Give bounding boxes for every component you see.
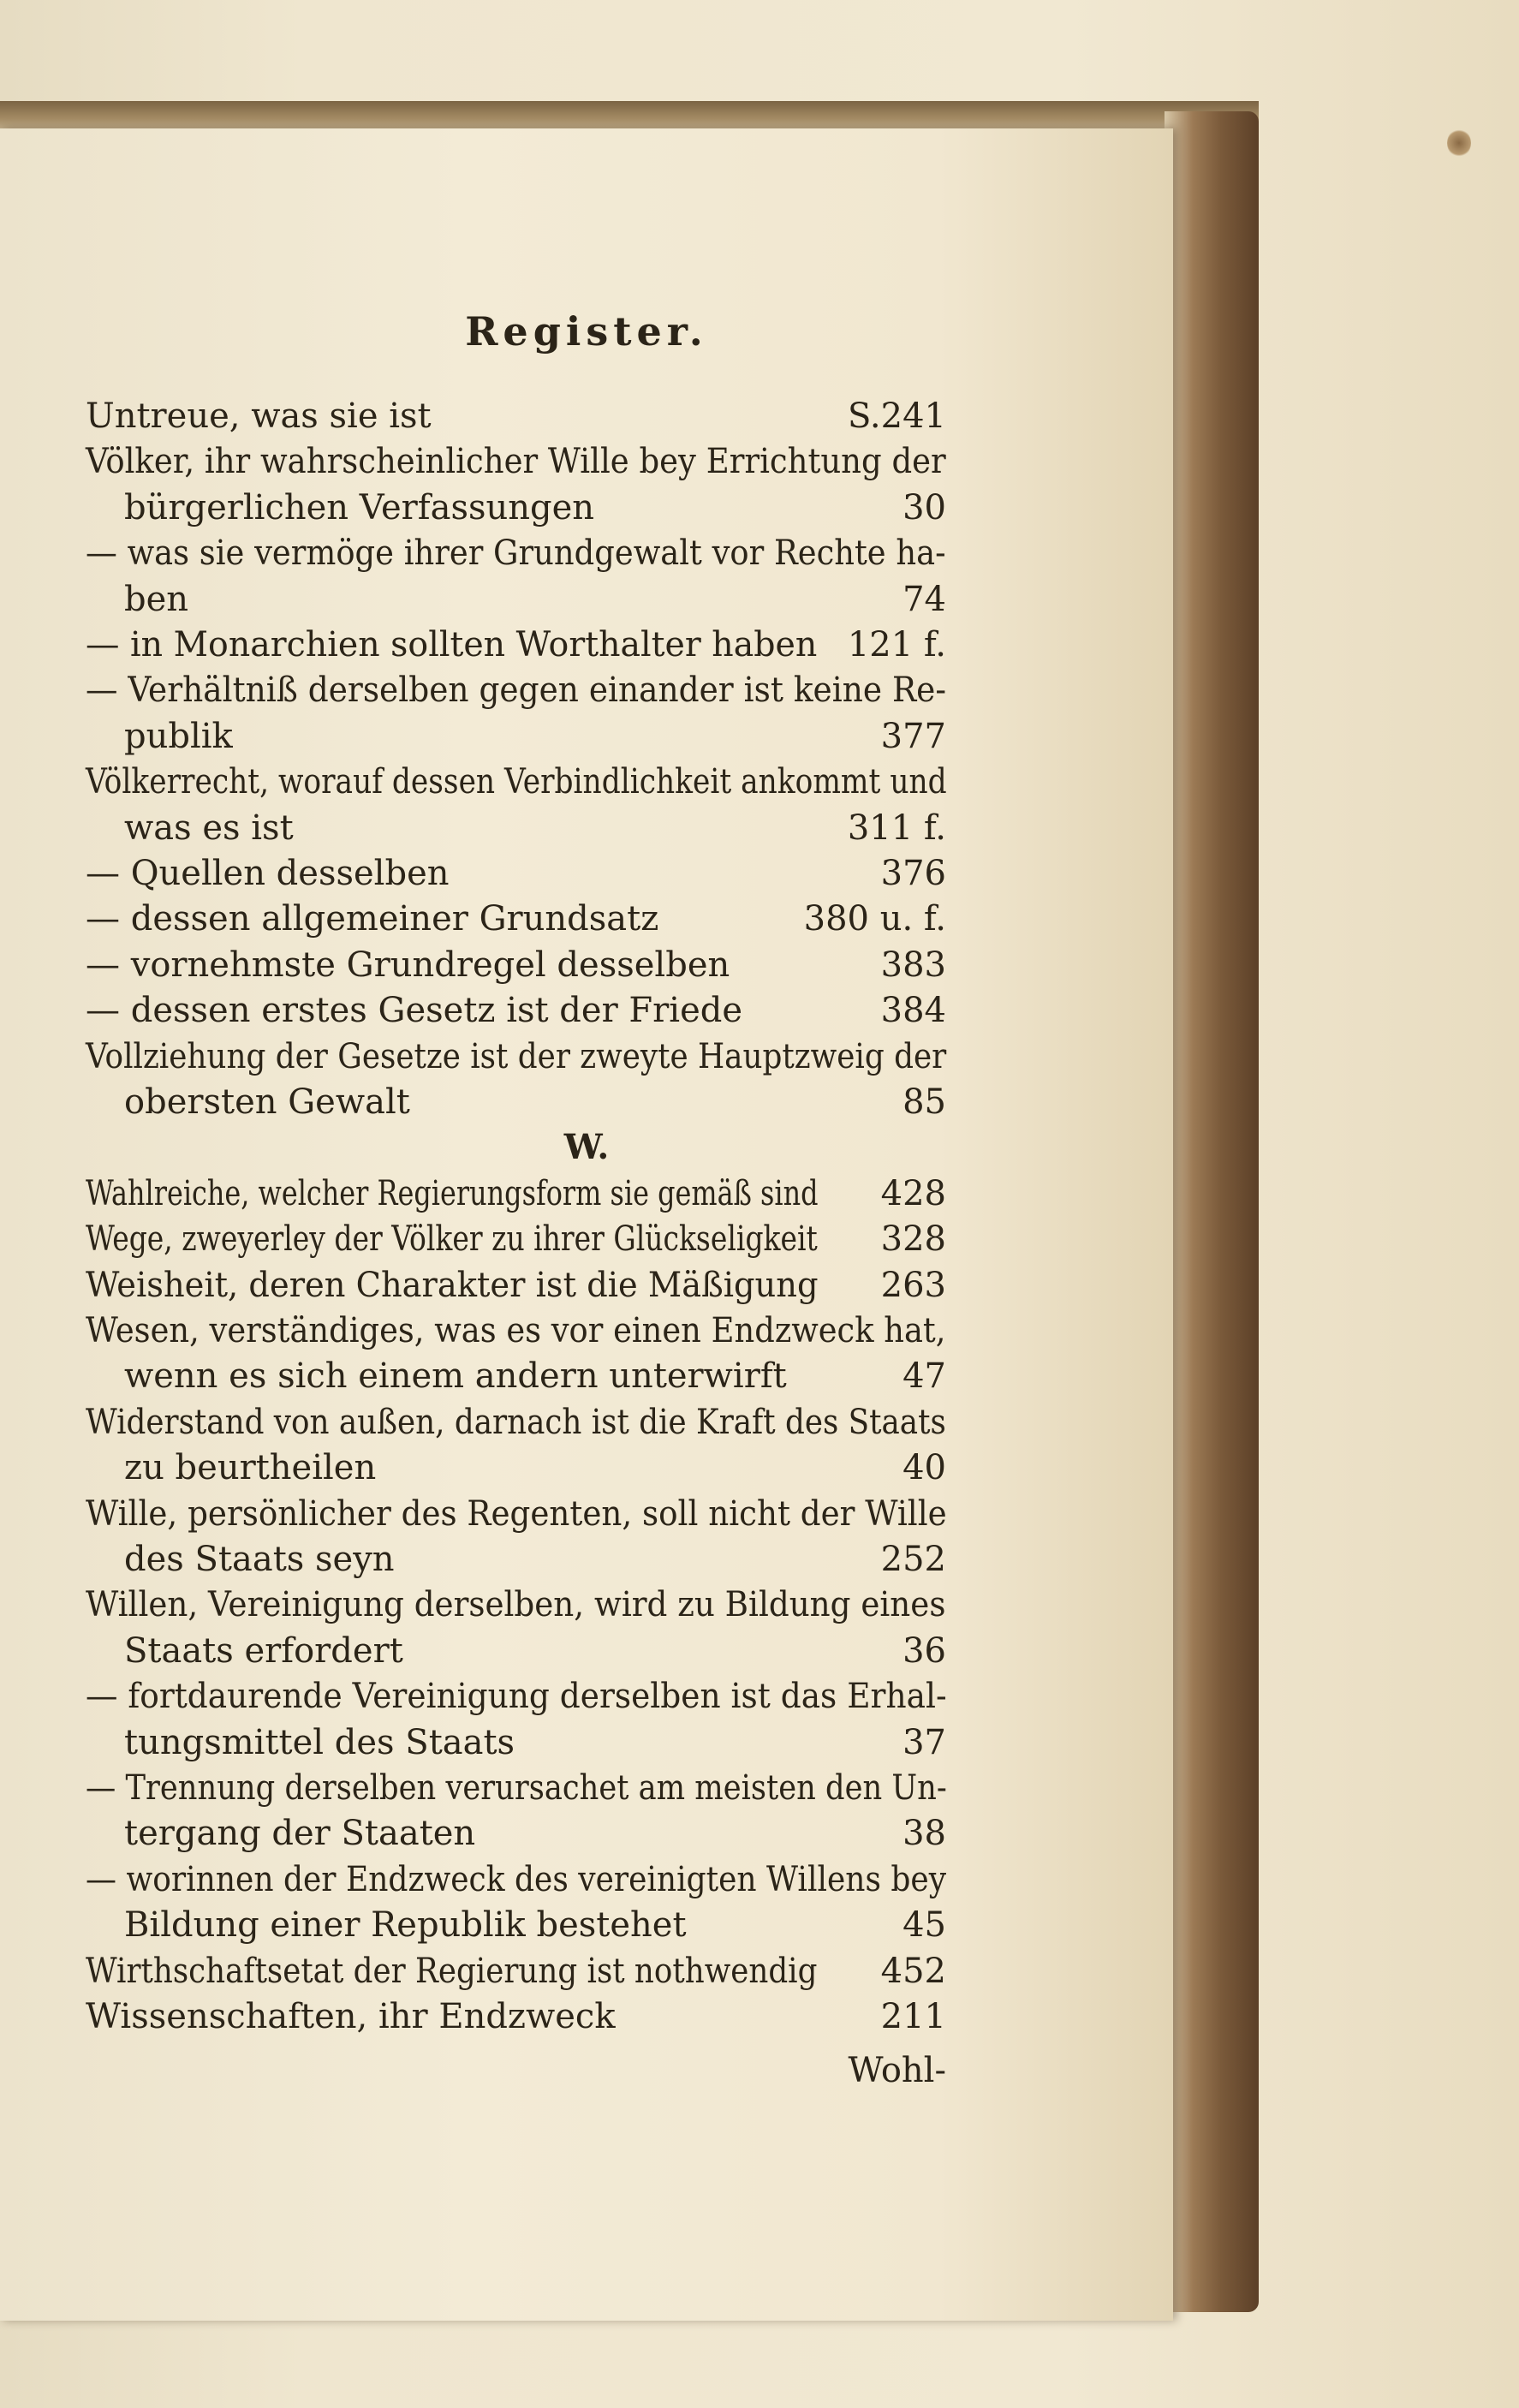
register-entry xyxy=(0,1352,1173,1400)
register-entry xyxy=(0,392,1173,440)
entry-page-number: 263 xyxy=(880,1266,946,1305)
entry-text: Staats erfordert xyxy=(124,1631,403,1671)
entry-page-number: S.241 xyxy=(847,396,946,436)
entry-text: — worinnen der Endzweck des vereinigten Willens bey xyxy=(86,1860,947,1899)
entry-page-number: 38 xyxy=(902,1814,946,1853)
entry-text: — Trennung derselben verursachet am meisten den Un- xyxy=(86,1768,947,1808)
entry-text: tergang der Staaten xyxy=(124,1814,476,1853)
entry-text: Untreue, was sie ist xyxy=(86,396,432,436)
entry-text: tungsmittel des Staats xyxy=(124,1723,515,1762)
entry-text: — Quellen desselben xyxy=(86,854,450,893)
register-entry xyxy=(0,1490,1173,1538)
register-entry xyxy=(0,804,1173,852)
entry-page-number: 252 xyxy=(880,1540,946,1579)
register-entry xyxy=(0,1444,1173,1492)
entry-text: — fortdaurende Vereinigung derselben ist das Erhal- xyxy=(86,1677,947,1716)
register-entry xyxy=(0,895,1173,943)
register-entry xyxy=(0,1261,1173,1309)
register-entry xyxy=(0,1901,1173,1949)
entry-text: Wissenschaften, ihr Endzweck xyxy=(86,1997,616,2036)
book-cover-edge xyxy=(1165,111,1259,2312)
register-entry xyxy=(0,575,1173,623)
register-entry xyxy=(0,1170,1173,1218)
register-entry xyxy=(0,1672,1173,1720)
register-entry xyxy=(0,1535,1173,1583)
entry-text: obersten Gewalt xyxy=(124,1082,410,1122)
section-heading: W. xyxy=(563,1127,610,1167)
entry-page-number: 37 xyxy=(902,1723,946,1762)
entry-text: des Staats seyn xyxy=(124,1540,395,1579)
entry-page-number: 121 f. xyxy=(847,625,946,665)
register-entry xyxy=(0,758,1173,806)
register-entry xyxy=(0,1398,1173,1446)
catchword-line xyxy=(0,2047,1173,2095)
page-title: Register. xyxy=(465,308,708,355)
register-entry xyxy=(0,1993,1173,2041)
register-entry xyxy=(0,666,1173,714)
register-entry xyxy=(0,1947,1173,1995)
entry-text: Vollziehung der Gesetze ist der zweyte Hauptzweig der xyxy=(86,1037,947,1076)
entry-text: Weisheit, deren Charakter ist die Mäßigung xyxy=(86,1266,819,1305)
entry-page-number: 47 xyxy=(902,1356,946,1396)
register-entry xyxy=(0,1078,1173,1126)
register-entry xyxy=(0,1215,1173,1263)
entry-page-number: 30 xyxy=(902,488,946,527)
entry-page-number: 384 xyxy=(880,991,946,1030)
entry-text: wenn es sich einem andern unterwirft xyxy=(124,1356,787,1396)
register-entry xyxy=(0,438,1173,486)
entry-text: Wesen, verständiges, was es vor einen Endzweck hat, xyxy=(86,1311,946,1350)
entry-text: was es ist xyxy=(124,808,294,848)
entry-text: bürgerlichen Verfassungen xyxy=(124,488,595,527)
entry-page-number: 377 xyxy=(880,717,946,756)
entry-page-number: 74 xyxy=(902,580,946,619)
entry-page-number: 383 xyxy=(880,945,946,985)
register-entry xyxy=(0,1764,1173,1812)
entry-text: Völker, ihr wahrscheinlicher Wille bey Errichtung der xyxy=(86,442,946,481)
entry-text: Willen, Vereinigung derselben, wird zu Bildung eines xyxy=(86,1585,946,1624)
entry-text: Wahlreiche, welcher Regierungsform sie gemäß sind xyxy=(86,1174,819,1213)
entry-text: Wille, persönlicher des Regenten, soll nicht der Wille xyxy=(86,1494,947,1534)
entry-page-number: 380 u. f. xyxy=(803,899,946,939)
entry-text: zu beurtheilen xyxy=(124,1448,377,1487)
entry-text: Wege, zweyerley der Völker zu ihrer Glückseligkeit xyxy=(86,1219,818,1259)
entry-page-number: 376 xyxy=(880,854,946,893)
register-entry xyxy=(0,529,1173,577)
paper-stain xyxy=(1447,128,1471,158)
register-entry xyxy=(0,484,1173,532)
entry-page-number: 452 xyxy=(880,1952,946,1991)
entry-page-number: 311 f. xyxy=(847,808,946,848)
entry-page-number: 45 xyxy=(902,1905,946,1945)
entry-page-number: 36 xyxy=(902,1631,946,1671)
entry-text: — was sie vermöge ihrer Grundgewalt vor Rechte ha- xyxy=(86,533,946,573)
entry-page-number: 428 xyxy=(880,1174,946,1213)
entry-text: — dessen allgemeiner Grundsatz xyxy=(86,899,659,939)
entry-text: publik xyxy=(124,717,233,756)
entry-text: ben xyxy=(124,580,189,619)
register-entry xyxy=(0,1856,1173,1904)
entry-page-number: 328 xyxy=(880,1219,946,1259)
register-entry xyxy=(0,1033,1173,1081)
entry-page-number: 40 xyxy=(902,1448,946,1487)
register-entry xyxy=(0,849,1173,897)
register-entry xyxy=(0,1581,1173,1629)
register-entry xyxy=(0,621,1173,669)
register-entry xyxy=(0,986,1173,1034)
register-entry xyxy=(0,1719,1173,1767)
entry-text: Völkerrecht, worauf dessen Verbindlichkeit ankommt und xyxy=(86,762,947,802)
register-entry xyxy=(0,1627,1173,1675)
entry-text: — vornehmste Grundregel desselben xyxy=(86,945,730,985)
entry-text: Bildung einer Republik bestehet xyxy=(124,1905,687,1945)
entry-text: Widerstand von außen, darnach ist die Kraft des Staats xyxy=(86,1403,946,1442)
register-entry xyxy=(0,1307,1173,1355)
entry-text: — in Monarchien sollten Worthalter haben xyxy=(86,625,818,665)
entry-page-number: 85 xyxy=(902,1082,946,1122)
entry-text: — dessen erstes Gesetz ist der Friede xyxy=(86,991,743,1030)
register-entry xyxy=(0,941,1173,989)
entry-text: Wirthschaftsetat der Regierung ist nothwendig xyxy=(86,1952,818,1991)
entry-text: — Verhältniß derselben gegen einander ist keine Re- xyxy=(86,671,947,710)
register-entry xyxy=(0,712,1173,760)
catchword: Wohl- xyxy=(848,2051,946,2090)
entry-page-number: 211 xyxy=(880,1997,946,2036)
register-entry xyxy=(0,1809,1173,1857)
